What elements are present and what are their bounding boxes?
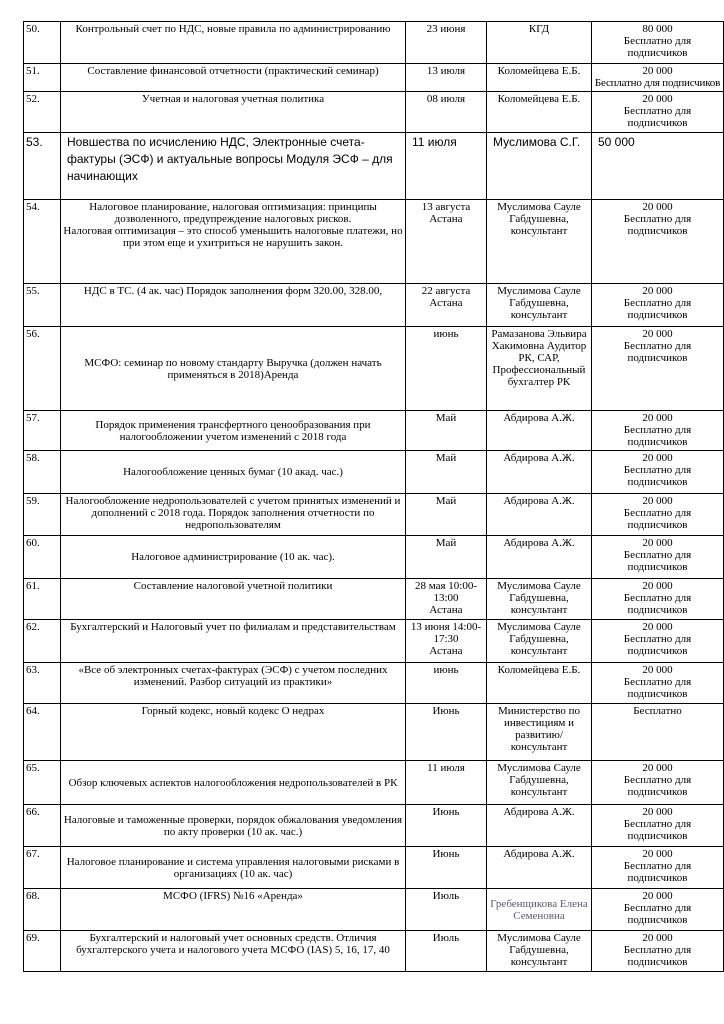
row-number: 55.: [24, 284, 61, 327]
row-number: 65.: [24, 761, 61, 805]
seminar-date: Май: [406, 451, 487, 494]
seminar-lecturer: Абдирова А.Ж.: [487, 494, 592, 536]
seminar-topic: Составление налоговой учетной политики: [61, 579, 406, 620]
seminar-date: Июнь: [406, 847, 487, 889]
seminar-price-note: Бесплатно для подписчиков: [594, 77, 721, 89]
seminar-date: 11 июля: [406, 133, 487, 200]
seminar-price: 20 000: [642, 537, 673, 549]
seminar-price-cell: [592, 494, 724, 536]
table-row: [24, 579, 724, 620]
seminar-date: Май: [406, 494, 487, 536]
table-row: [24, 847, 724, 889]
seminar-price: 20 000: [642, 93, 673, 105]
seminar-price: 50 000: [598, 135, 635, 149]
seminar-price: 20 000: [642, 762, 673, 774]
seminar-date-cell: [406, 200, 487, 284]
table-row: [24, 133, 724, 200]
seminar-price-note: Бесплатно для подписчиков: [623, 818, 692, 842]
seminar-date: 13 августа: [421, 201, 471, 213]
seminar-lecturer: Муслимова Сауле Габдушевна, консультант: [487, 579, 592, 620]
seminar-price-note: Бесплатно для подписчиков: [623, 507, 692, 531]
row-number: 66.: [24, 805, 61, 847]
table-row: [24, 536, 724, 579]
seminar-city: Астана: [429, 604, 463, 616]
table-row: [24, 92, 724, 133]
seminar-price-cell: [592, 411, 724, 451]
seminar-lecturer: Коломейцева Е.Б.: [487, 663, 592, 704]
row-number: 52.: [24, 92, 61, 133]
seminar-price-cell: [592, 327, 724, 411]
seminar-price-cell: [592, 579, 724, 620]
seminar-topic: Налогообложение ценных бумаг (10 акад. час.): [61, 451, 406, 494]
seminar-price: 20 000: [642, 495, 673, 507]
seminar-price-cell: [592, 200, 724, 284]
row-number: 54.: [24, 200, 61, 284]
seminar-price-cell: [592, 663, 724, 704]
seminar-price-cell: [592, 805, 724, 847]
row-number: 59.: [24, 494, 61, 536]
table-row: [24, 22, 724, 64]
seminar-lecturer: Муслимова Сауле Габдушевна, консультант: [487, 284, 592, 327]
seminar-price-note: Бесплатно для подписчиков: [623, 464, 692, 488]
seminar-price-note: Бесплатно для подписчиков: [623, 35, 692, 59]
seminar-date: 22 августа: [421, 285, 471, 297]
seminar-price: 20 000: [642, 285, 673, 297]
row-number: 53.: [24, 133, 61, 200]
seminar-topic: МСФО: семинар по новому стандарту Выручка (должен начать применяться в 2018)Аренда: [61, 327, 406, 411]
seminar-lecturer: Муслимова Сауле Габдушевна, консультант: [487, 620, 592, 663]
seminar-lecturer: Абдирова А.Ж.: [487, 536, 592, 579]
seminar-lecturer: Министерство по инвестициям и развитию/консультант: [487, 704, 592, 761]
seminar-price-note: Бесплатно для подписчиков: [623, 549, 692, 573]
seminar-price: 80 000: [642, 23, 673, 35]
seminar-lecturer: Абдирова А.Ж.: [487, 805, 592, 847]
seminar-price: Бесплатно: [633, 705, 682, 717]
seminar-price: 20 000: [642, 664, 673, 676]
row-number: 57.: [24, 411, 61, 451]
seminar-date: Июнь: [406, 805, 487, 847]
seminar-price-cell: [592, 133, 724, 200]
seminar-price-cell: [592, 451, 724, 494]
seminar-price: 20 000: [642, 580, 673, 592]
row-number: 61.: [24, 579, 61, 620]
seminar-topic: Обзор ключевых аспектов налогообложения недропользователей в РК: [61, 761, 406, 805]
seminar-lecturer: Рамазанова Эльвира Хакимовна Аудитор РК, САР, Профессиональный бухгалтер РК: [487, 327, 592, 411]
seminar-price-note: Бесплатно для подписчиков: [623, 340, 692, 364]
table-row: [24, 704, 724, 761]
row-number: 67.: [24, 847, 61, 889]
seminar-schedule-table: [23, 21, 724, 972]
seminar-date: Май: [406, 411, 487, 451]
seminar-price: 20 000: [642, 328, 673, 340]
seminar-topic: Налогообложение недропользователей с учетом принятых изменений и дополнений с 2018 года. Порядок заполнения отчетности по недропользователям: [61, 494, 406, 536]
seminar-topic-cell: [61, 200, 406, 284]
row-number: 62.: [24, 620, 61, 663]
seminar-date-cell: [406, 579, 487, 620]
seminar-price: 20 000: [642, 452, 673, 464]
seminar-topic: Налоговые и таможенные проверки, порядок обжалования уведомления по акту проверки (10 ак. час.): [61, 805, 406, 847]
table-row: [24, 327, 724, 411]
seminar-price-cell: [592, 284, 724, 327]
seminar-date: Май: [406, 536, 487, 579]
seminar-price: 20 000: [642, 201, 673, 213]
seminar-price-cell: [592, 92, 724, 133]
seminar-price: 20 000: [642, 890, 673, 902]
table-row: [24, 805, 724, 847]
table-row: [24, 889, 724, 931]
table-row: [24, 494, 724, 536]
seminar-lecturer: Абдирова А.Ж.: [487, 451, 592, 494]
seminar-price-note: Бесплатно для подписчиков: [623, 902, 692, 926]
seminar-price-cell: [592, 536, 724, 579]
seminar-lecturer: Муслимова Сауле Габдушевна, консультант: [487, 931, 592, 972]
row-number: 60.: [24, 536, 61, 579]
seminar-date: 13 июля: [406, 64, 487, 92]
seminar-topic: Налоговое администрирование (10 ак. час).: [61, 536, 406, 579]
seminar-lecturer: Коломейцева Е.Б.: [487, 92, 592, 133]
seminar-price-note: Бесплатно для подписчиков: [623, 297, 692, 321]
seminar-date: Июнь: [406, 704, 487, 761]
seminar-price-cell: [592, 64, 724, 92]
seminar-lecturer: КГД: [487, 22, 592, 64]
seminar-date-cell: [406, 284, 487, 327]
row-number: 63.: [24, 663, 61, 704]
seminar-topic: «Все об электронных счетах-фактурах (ЭСФ) с учетом последних изменений. Разбор ситуаций из практики»: [61, 663, 406, 704]
seminar-date: 08 июля: [406, 92, 487, 133]
seminar-price: 20 000: [642, 621, 673, 633]
seminar-price-note: Бесплатно для подписчиков: [623, 944, 692, 968]
seminar-topic: НДС в ТС. (4 ак. час) Порядок заполнения форм 320.00, 328.00,: [61, 284, 406, 327]
seminar-price-note: Бесплатно для подписчиков: [623, 105, 692, 129]
row-number: 51.: [24, 64, 61, 92]
seminar-topic: Налоговое планирование, налоговая оптимизация: принципы дозволенного, предупреждение налоговых рисков.: [89, 201, 377, 225]
seminar-price-cell: [592, 889, 724, 931]
seminar-price: 20 000: [642, 806, 673, 818]
seminar-topic: Бухгалтерский и Налоговый учет по филиалам и представительствам: [61, 620, 406, 663]
seminar-lecturer: Коломейцева Е.Б.: [487, 64, 592, 92]
seminar-date: 28 мая 10:00- 13:00: [414, 580, 478, 604]
row-number: 69.: [24, 931, 61, 972]
seminar-price-cell: [592, 620, 724, 663]
seminar-price-cell: [592, 704, 724, 761]
seminar-topic: Учетная и налоговая учетная политика: [61, 92, 406, 133]
row-number: 56.: [24, 327, 61, 411]
seminar-price-note: Бесплатно для подписчиков: [623, 633, 692, 657]
row-number: 68.: [24, 889, 61, 931]
seminar-price-note: Бесплатно для подписчиков: [623, 676, 692, 700]
table-row: [24, 451, 724, 494]
seminar-date: Июль: [406, 931, 487, 972]
seminar-date: июнь: [406, 327, 487, 411]
table-row: [24, 620, 724, 663]
seminar-date: июнь: [406, 663, 487, 704]
seminar-topic: Новшества по исчислению НДС, Электронные счета-фактуры (ЭСФ) и актуальные вопросы Модуля ЭСФ – для начинающих: [61, 133, 406, 200]
seminar-topic-extra: Налоговая оптимизация – это способ уменьшить налоговые платежи, но при этом еще и ухитриться не нарушить закон.: [63, 225, 403, 249]
seminar-city: Астана: [429, 645, 463, 657]
seminar-lecturer: Гребенщикова Елена Семеновна: [487, 889, 592, 931]
seminar-price-cell: [592, 761, 724, 805]
seminar-price-cell: [592, 931, 724, 972]
seminar-date-cell: [406, 620, 487, 663]
seminar-date: 11 июля: [406, 761, 487, 805]
seminar-date: 23 июня: [406, 22, 487, 64]
seminar-price-cell: [592, 847, 724, 889]
seminar-date: 13 июня 14:00- 17:30: [410, 621, 482, 645]
seminar-topic: Налоговое планирование и система управления налоговыми рисками в организациях (10 ак. час): [61, 847, 406, 889]
table-row: [24, 284, 724, 327]
table-row: [24, 64, 724, 92]
table-row: [24, 200, 724, 284]
seminar-city: Астана: [429, 297, 463, 309]
seminar-topic: МСФО (IFRS) №16 «Аренда»: [61, 889, 406, 931]
seminar-price: 20 000: [642, 412, 673, 424]
seminar-topic: Порядок применения трансфертного ценообразования при налогообложении учетом изменений с 2018 года: [61, 411, 406, 451]
seminar-topic: Горный кодекс, новый кодекс О недрах: [61, 704, 406, 761]
seminar-price: 20 000: [642, 848, 673, 860]
seminar-price: 20 000: [642, 932, 673, 944]
seminar-lecturer: Муслимова Сауле Габдушевна, консультант: [487, 200, 592, 284]
table-row: [24, 931, 724, 972]
seminar-city: Астана: [429, 213, 463, 225]
seminar-price-note: Бесплатно для подписчиков: [623, 213, 692, 237]
seminar-topic: Контрольный счет по НДС, новые правила по администрированию: [61, 22, 406, 64]
seminar-lecturer: Абдирова А.Ж.: [487, 847, 592, 889]
table-row: [24, 663, 724, 704]
table-row: [24, 761, 724, 805]
row-number: 64.: [24, 704, 61, 761]
seminar-price-note: Бесплатно для подписчиков: [623, 424, 692, 448]
seminar-price-note: Бесплатно для подписчиков: [623, 774, 692, 798]
seminar-price-cell: [592, 22, 724, 64]
table-row: [24, 411, 724, 451]
row-number: 50.: [24, 22, 61, 64]
seminar-price: 20 000: [642, 65, 673, 77]
seminar-price-note: Бесплатно для подписчиков: [623, 592, 692, 616]
seminar-lecturer: Муслимова С.Г.: [487, 133, 592, 200]
seminar-lecturer: Абдирова А.Ж.: [487, 411, 592, 451]
seminar-lecturer: Муслимова Сауле Габдушевна, консультант: [487, 761, 592, 805]
row-number: 58.: [24, 451, 61, 494]
seminar-date: Июль: [406, 889, 487, 931]
seminar-price-note: Бесплатно для подписчиков: [623, 860, 692, 884]
seminar-topic: Составление финансовой отчетности (практический семинар): [61, 64, 406, 92]
seminar-topic: Бухгалтерский и налоговый учет основных средств. Отличия бухгалтерского учета и налогового учета МСФО (IAS) 5, 16, 17, 40: [61, 931, 406, 972]
